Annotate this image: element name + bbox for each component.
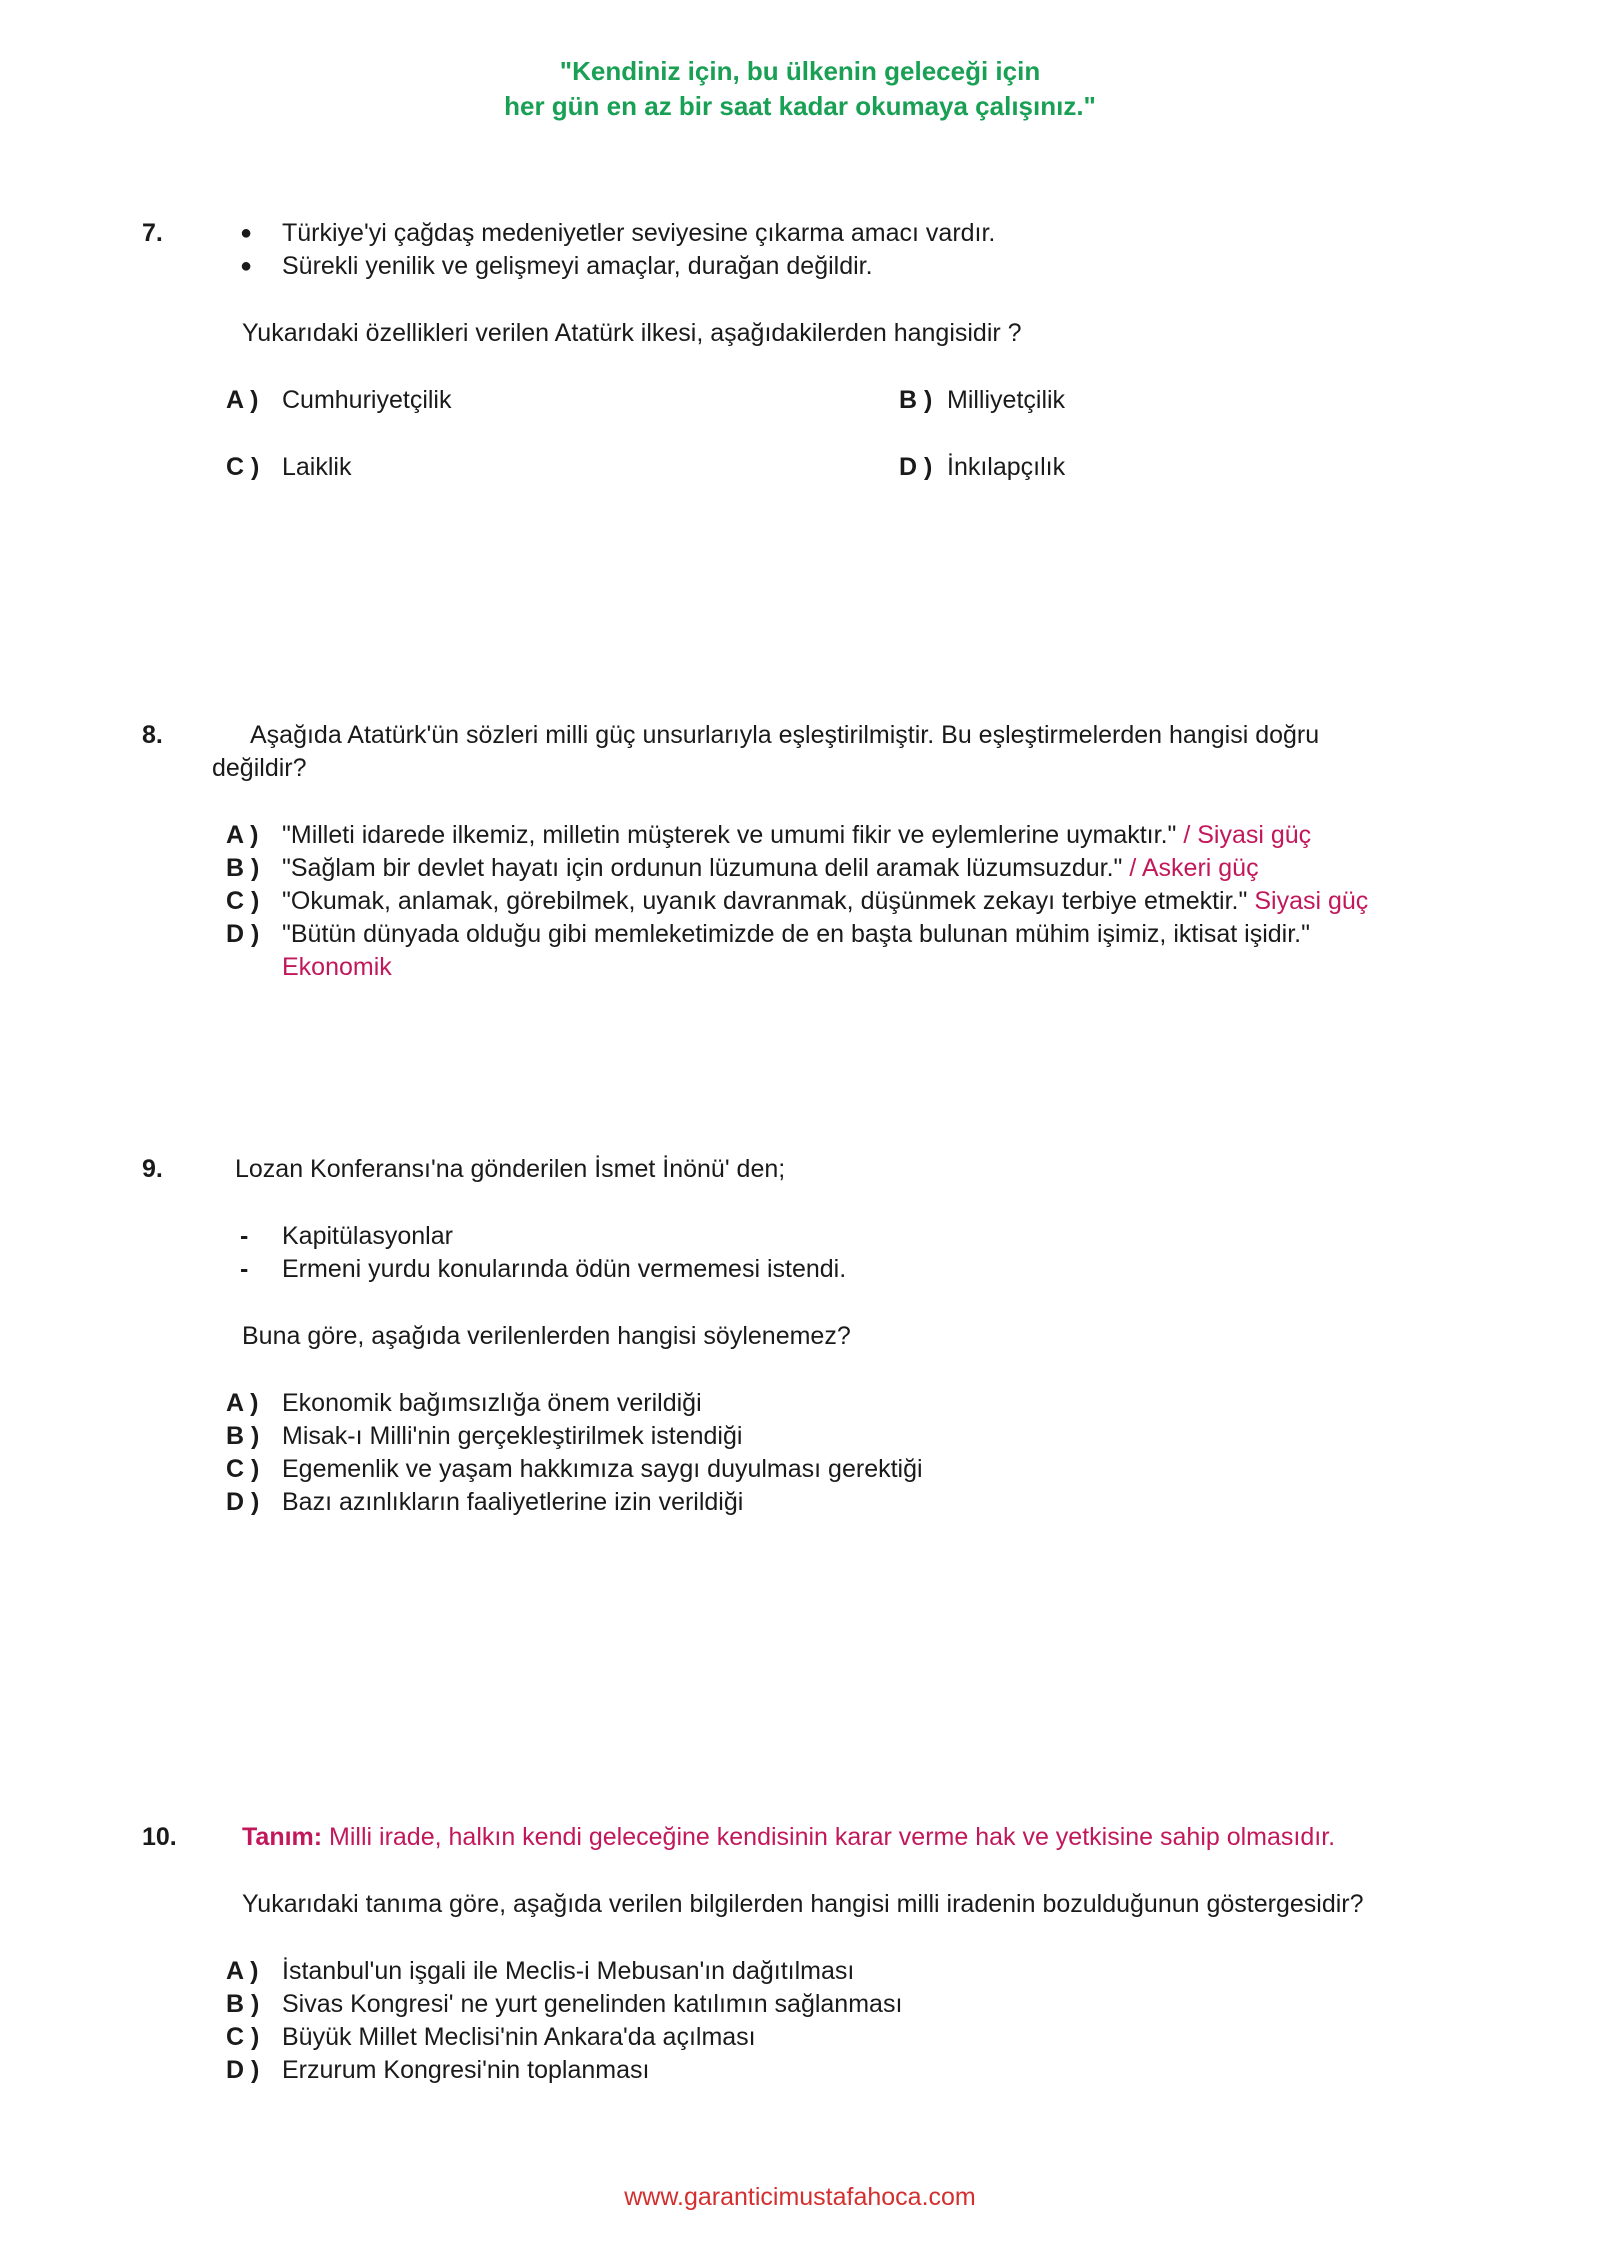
- list-item: Kapitülasyonlar: [282, 1222, 453, 1250]
- option-text: Büyük Millet Meclisi'nin Ankara'da açılması: [282, 2023, 756, 2051]
- question-number: 8.: [142, 721, 163, 749]
- question-stem-line-2: değildir?: [212, 754, 307, 782]
- option-text: Erzurum Kongresi'nin toplanması: [282, 2056, 650, 2084]
- bullet-icon: ●: [240, 222, 253, 244]
- definition-text: Milli irade, halkın kendi geleceğine kendisinin karar verme hak ve yetkisine sahip olmasıdır.: [322, 1823, 1336, 1851]
- option-letter: B ): [226, 1422, 260, 1450]
- option-text: İstanbul'un işgali ile Meclis-i Mebusan'ın dağıtılması: [282, 1957, 855, 1985]
- option-text: Milliyetçilik: [947, 386, 1066, 414]
- footer-website-link[interactable]: www.garanticimustafahoca.com: [624, 2183, 976, 2211]
- option-letter: C ): [226, 2023, 260, 2051]
- option-text: Laiklik: [282, 453, 352, 481]
- option-text: Egemenlik ve yaşam hakkımıza saygı duyulması gerektiği: [282, 1455, 923, 1483]
- option-tag: Siyasi güç: [1247, 887, 1369, 915]
- option-tag: / Askeri güç: [1122, 854, 1259, 882]
- option-letter: D ): [899, 453, 933, 481]
- option-text: "Okumak, anlamak, görebilmek, uyanık davranmak, düşünmek zekayı terbiye etmektir." Siyasi güç: [282, 887, 1369, 915]
- option-letter: B ): [899, 386, 933, 414]
- question-number: 9.: [142, 1155, 163, 1183]
- question-stem: Buna göre, aşağıda verilenlerden hangisi söylenemez?: [242, 1322, 851, 1350]
- header-quote-line-2: her gün en az bir saat kadar okumaya çalışınız.": [504, 91, 1096, 121]
- option-letter: A ): [226, 386, 259, 414]
- bullet-text: Sürekli yenilik ve gelişmeyi amaçlar, durağan değildir.: [282, 252, 873, 280]
- question-number: 7.: [142, 219, 163, 247]
- option-text: Bazı azınlıkların faaliyetlerine izin verildiği: [282, 1488, 744, 1516]
- bullet-icon: ●: [240, 255, 253, 277]
- question-stem: Yukarıdaki tanıma göre, aşağıda verilen bilgilerden hangisi milli iradenin bozulduğunun göstergesidir?: [242, 1890, 1364, 1918]
- bullet-text: Türkiye'yi çağdaş medeniyetler seviyesine çıkarma amacı vardır.: [282, 219, 996, 247]
- option-tag: / Siyasi güç: [1176, 821, 1312, 849]
- option-letter: A ): [226, 1957, 259, 1985]
- option-text: "Sağlam bir devlet hayatı için ordunun lüzumuna delil aramak lüzumsuzdur." / Askeri güç: [282, 854, 1259, 882]
- question-stem: Yukarıdaki özellikleri verilen Atatürk ilkesi, aşağıdakilerden hangisidir ?: [242, 319, 1022, 347]
- option-text: Cumhuriyetçilik: [282, 386, 452, 414]
- option-letter: D ): [226, 1488, 260, 1516]
- option-letter: A ): [226, 1389, 259, 1417]
- option-text: Sivas Kongresi' ne yurt genelinden katılımın sağlanması: [282, 1990, 903, 2018]
- question-stem-line-1: Aşağıda Atatürk'ün sözleri milli güç unsurlarıyla eşleştirilmiştir. Bu eşleştirmelerden hangisi doğru: [250, 721, 1320, 749]
- option-letter: C ): [226, 887, 260, 915]
- definition: [242, 1820, 1335, 1854]
- option-text: Misak-ı Milli'nin gerçekleştirilmek istendiği: [282, 1422, 743, 1450]
- option-letter: B ): [226, 1990, 260, 2018]
- option-tag: Ekonomik: [282, 953, 392, 981]
- header-quote-line-1: "Kendiniz için, bu ülkenin geleceği için: [559, 56, 1041, 86]
- option-text: Ekonomik bağımsızlığa önem verildiği: [282, 1389, 702, 1417]
- question-intro: Lozan Konferansı'na gönderilen İsmet İnönü' den;: [235, 1155, 786, 1183]
- option-letter: D ): [226, 920, 260, 948]
- option-text: İnkılapçılık: [947, 453, 1066, 481]
- dash-marker: -: [240, 1255, 249, 1283]
- dash-marker: -: [240, 1222, 249, 1250]
- option-letter: C ): [226, 1455, 260, 1483]
- option-letter: D ): [226, 2056, 260, 2084]
- question-number: 10.: [142, 1823, 177, 1851]
- option-letter: C ): [226, 453, 260, 481]
- definition-label: Tanım:: [242, 1823, 323, 1851]
- option-letter: A ): [226, 821, 259, 849]
- option-text: "Bütün dünyada olduğu gibi memleketimizde de en başta bulunan mühim işimiz, iktisat işidir.": [282, 920, 1311, 948]
- list-item: Ermeni yurdu konularında ödün vermemesi istendi.: [282, 1255, 847, 1283]
- option-letter: B ): [226, 854, 260, 882]
- option-text: "Milleti idarede ilkemiz, milletin müşterek ve umumi fikir ve eylemlerine uymaktır." / Siyasi güç: [282, 821, 1312, 849]
- page-header-quote: [0, 54, 1600, 124]
